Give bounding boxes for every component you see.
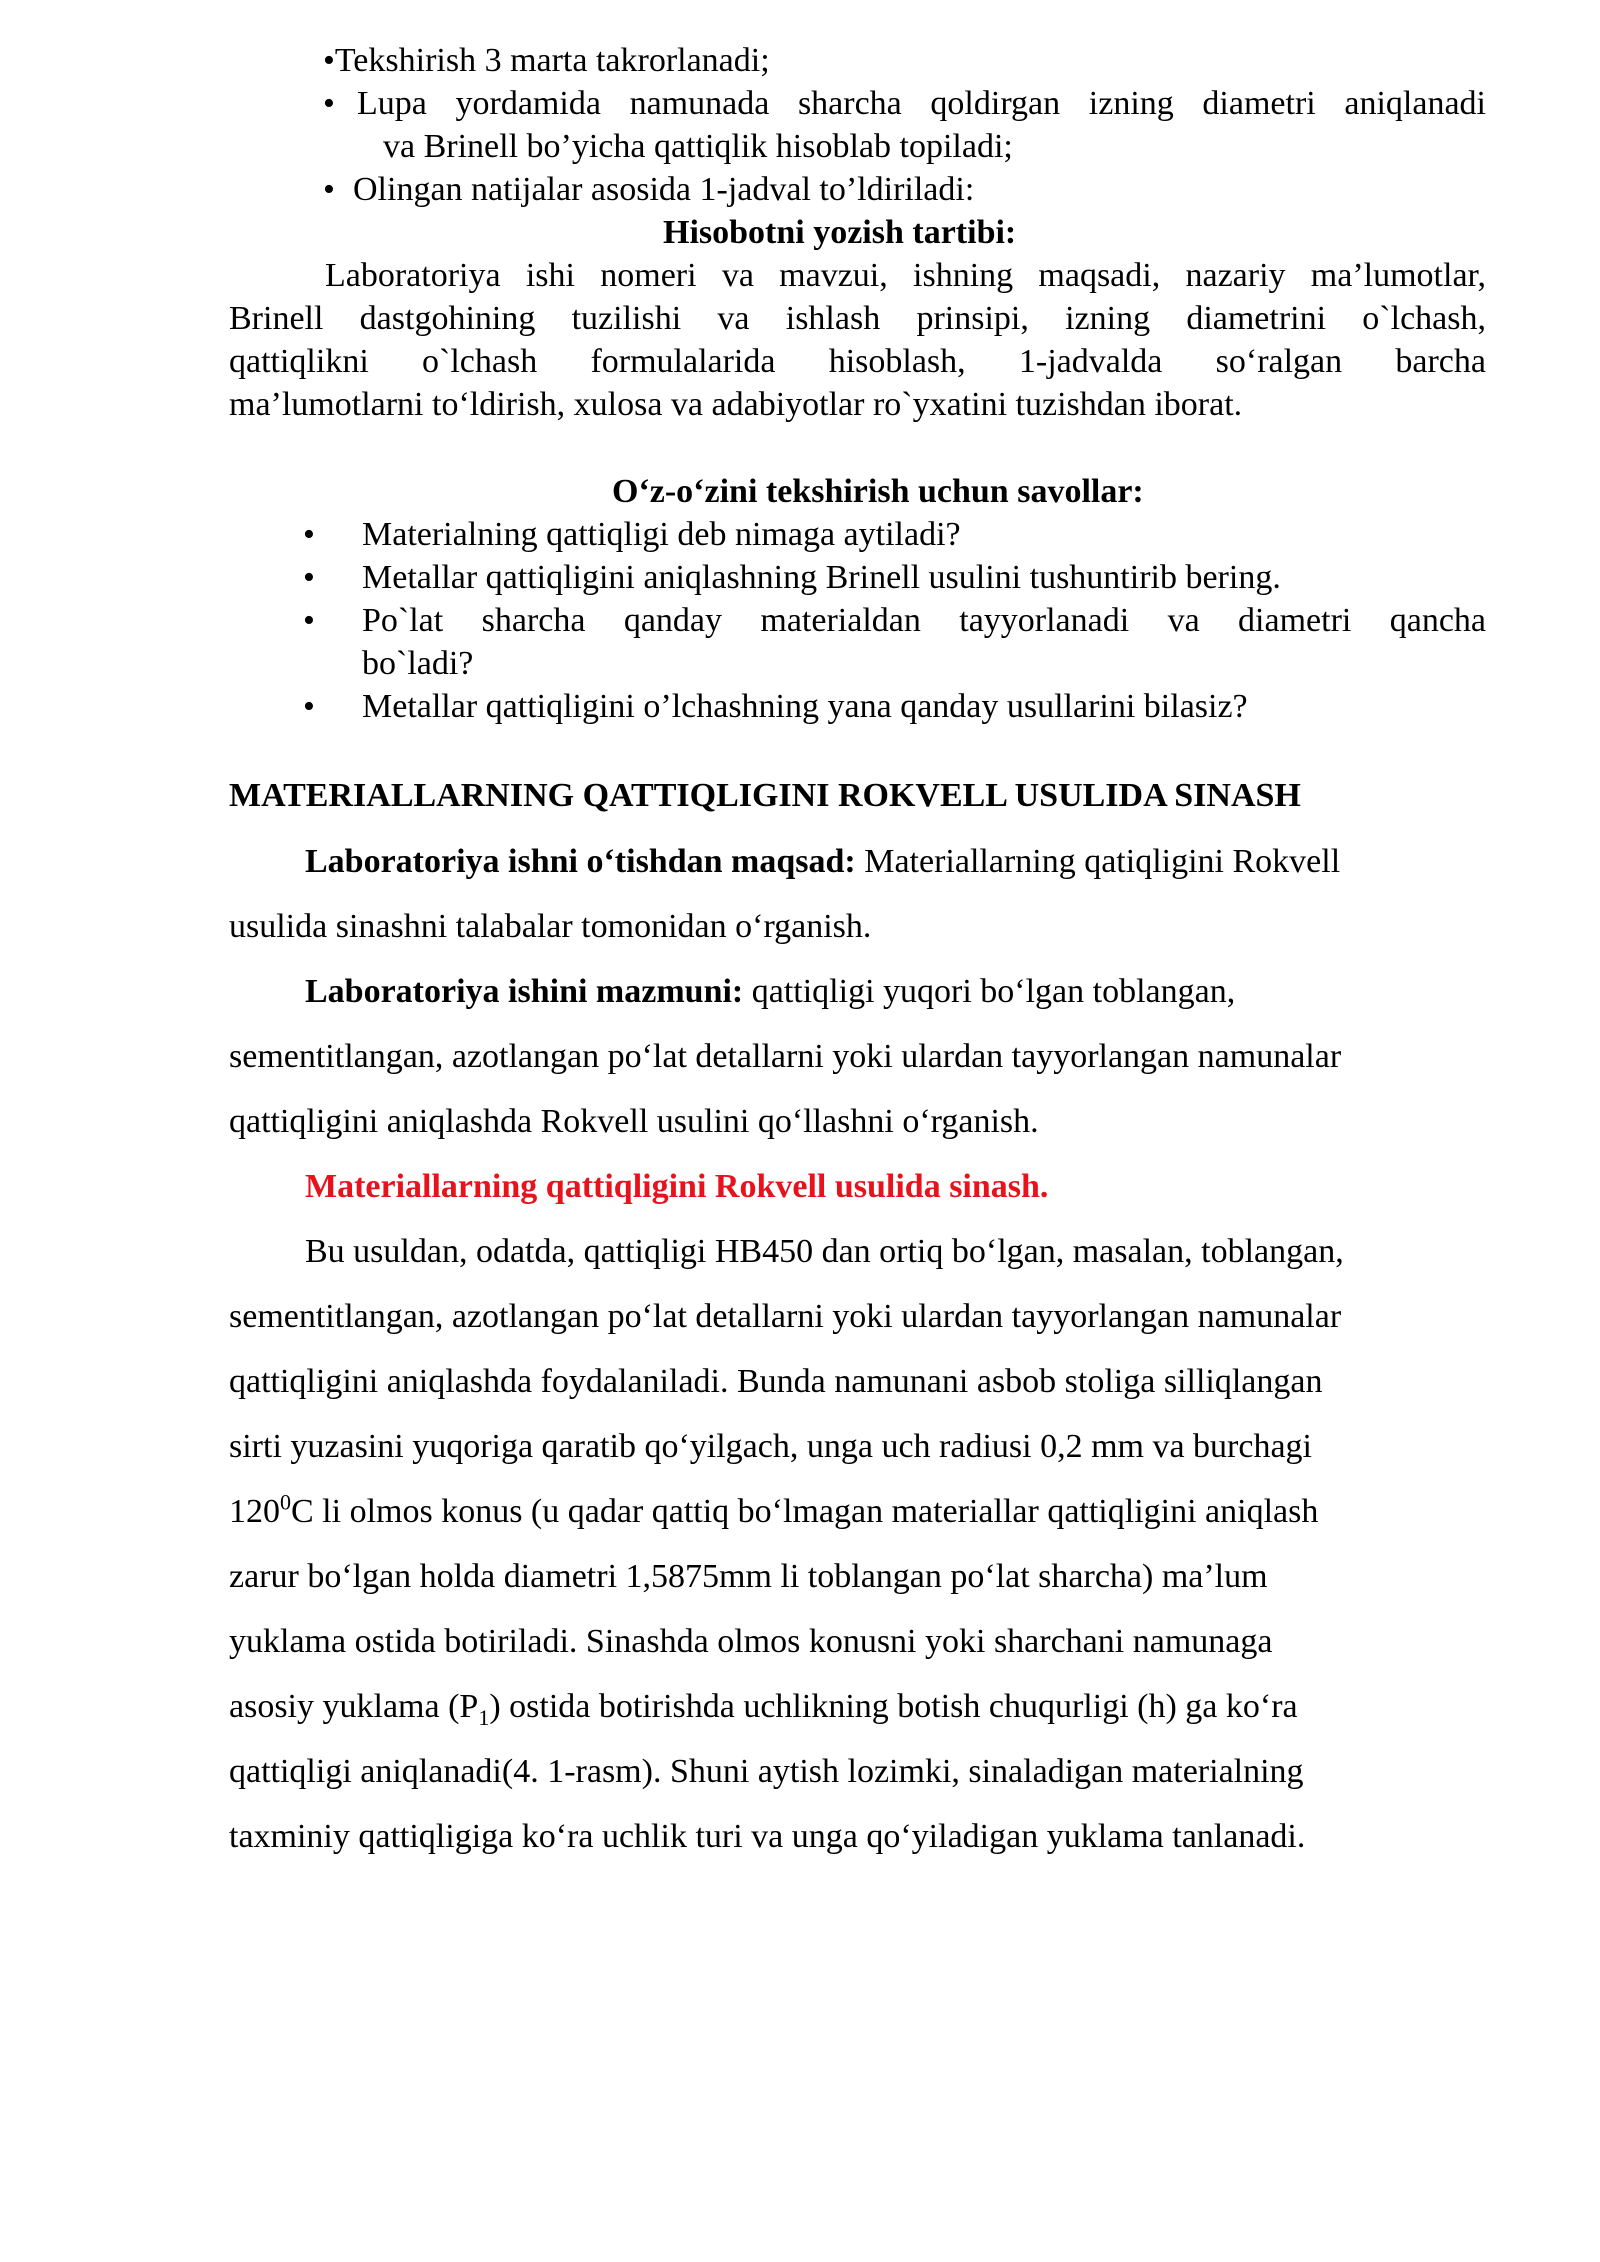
body-line: Bu usuldan, odatda, qattiqligi HB450 dan ortiq bo‘lgan, masalan, toblangan, xyxy=(305,1233,1344,1270)
body-line: taxminiy qattiqligiga ko‘ra uchlik turi va unga qo‘yiladigan yuklama tanlanadi. xyxy=(229,1818,1306,1855)
subscript: 1 xyxy=(478,1704,490,1730)
list-item-text: Lupa yordamida namunada sharcha qoldirgan izning diametri aniqlanadi xyxy=(357,85,1486,122)
content-line xyxy=(305,959,1235,1024)
question-text: bo`ladi? xyxy=(362,645,474,682)
bullet-glyph: • xyxy=(303,602,315,639)
question-text: Materialning qattiqligi deb nimaga aytiladi? xyxy=(362,516,961,553)
superscript: 0 xyxy=(280,1489,291,1515)
bullet-glyph: • xyxy=(323,85,335,122)
section-title: MATERIALLARNING QATTIQLIGINI ROKVELL USULIDA SINASH xyxy=(229,777,1301,814)
paragraph-line: ma’lumotlarni to‘ldirish, xulosa va adabiyotlar ro`yxatini tuzishdan iborat. xyxy=(229,386,1243,423)
body-text: ) ostida botirishda uchlikning botish chuqurligi (h) ga ko‘ra xyxy=(489,1688,1298,1725)
body-line: sirti yuzasini yuqoriga qaratib qo‘yilgach, unga uch radiusi 0,2 mm va burchagi xyxy=(229,1428,1313,1465)
body-line xyxy=(229,1674,1298,1739)
goal-label: Laboratoriya ishni o‘tishdan maqsad: xyxy=(305,843,856,880)
paragraph-line: qattiqlikni o`lchash formulalarida hisoblash, 1-jadvalda so‘ralgan barcha xyxy=(229,343,1486,380)
goal-line xyxy=(305,829,1340,894)
method-heading: Materiallarning qattiqligini Rokvell usulida sinash. xyxy=(305,1168,1049,1205)
content-line: sementitlangan, azotlangan po‘lat detallarni yoki ulardan tayyorlangan namunalar xyxy=(229,1038,1342,1075)
list-item-text: Olingan natijalar asosida 1-jadval to’ldiriladi: xyxy=(353,171,975,208)
question-text: Metallar qattiqligini aniqlashning Brinell usulini tushuntirib bering. xyxy=(362,559,1281,596)
questions-heading: O‘z-o‘zini tekshirish uchun savollar: xyxy=(612,473,1144,510)
body-line xyxy=(229,1479,1318,1544)
body-text: C li olmos konus (u qadar qattiq bo‘lmagan materiallar qattiqligini aniqlash xyxy=(291,1493,1319,1530)
bullet-glyph: • xyxy=(303,559,315,596)
question-text: Po`lat sharcha qanday materialdan tayyorlanadi va diametri qancha xyxy=(362,602,1486,639)
bullet-glyph: • xyxy=(303,688,315,725)
list-item xyxy=(323,40,770,82)
bullet-glyph: • xyxy=(303,516,315,553)
bullet-glyph: • xyxy=(323,171,335,208)
goal-text: Materiallarning qatiqligini Rokvell xyxy=(855,843,1341,880)
report-heading: Hisobotni yozish tartibi: xyxy=(663,214,1017,251)
body-line: zarur bo‘lgan holda diametri 1,5875mm li toblangan po‘lat sharcha) ma’lum xyxy=(229,1558,1268,1595)
content-line: qattiqligini aniqlashda Rokvell usulini qo‘llashni o‘rganish. xyxy=(229,1103,1039,1140)
paragraph-line: Brinell dastgohining tuzilishi va ishlash prinsipi, izning diametrini o`lchash, xyxy=(229,300,1486,337)
goal-line: usulida sinashni talabalar tomonidan o‘rganish. xyxy=(229,908,872,945)
degree-number: 120 xyxy=(229,1493,280,1530)
list-item-text: Tekshirish 3 marta takrorlanadi; xyxy=(334,42,770,79)
body-line: sementitlangan, azotlangan po‘lat detallarni yoki ulardan tayyorlangan namunalar xyxy=(229,1298,1342,1335)
body-text: asosiy yuklama (P xyxy=(229,1688,479,1725)
content-text: qattiqligi yuqori bo‘lgan toblangan, xyxy=(743,973,1236,1010)
question-text: Metallar qattiqligini o’lchashning yana qanday usullarini bilasiz? xyxy=(362,688,1248,725)
content-label: Laboratoriya ishini mazmuni: xyxy=(305,973,744,1010)
body-line: qattiqligini aniqlashda foydalaniladi. Bunda namunani asbob stoliga silliqlangan xyxy=(229,1363,1323,1400)
body-line: yuklama ostida botiriladi. Sinashda olmos konusni yoki sharchani namunaga xyxy=(229,1623,1273,1660)
body-line: qattiqligi aniqlanadi(4. 1-rasm). Shuni aytish lozimki, sinaladigan materialning xyxy=(229,1753,1304,1790)
list-item-text: va Brinell bo’yicha qattiqlik hisoblab topiladi; xyxy=(383,128,1013,165)
paragraph-line: Laboratoriya ishi nomeri va mavzui, ishning maqsadi, nazariy ma’lumotlar, xyxy=(325,257,1486,294)
bullet-glyph: • xyxy=(323,42,335,79)
